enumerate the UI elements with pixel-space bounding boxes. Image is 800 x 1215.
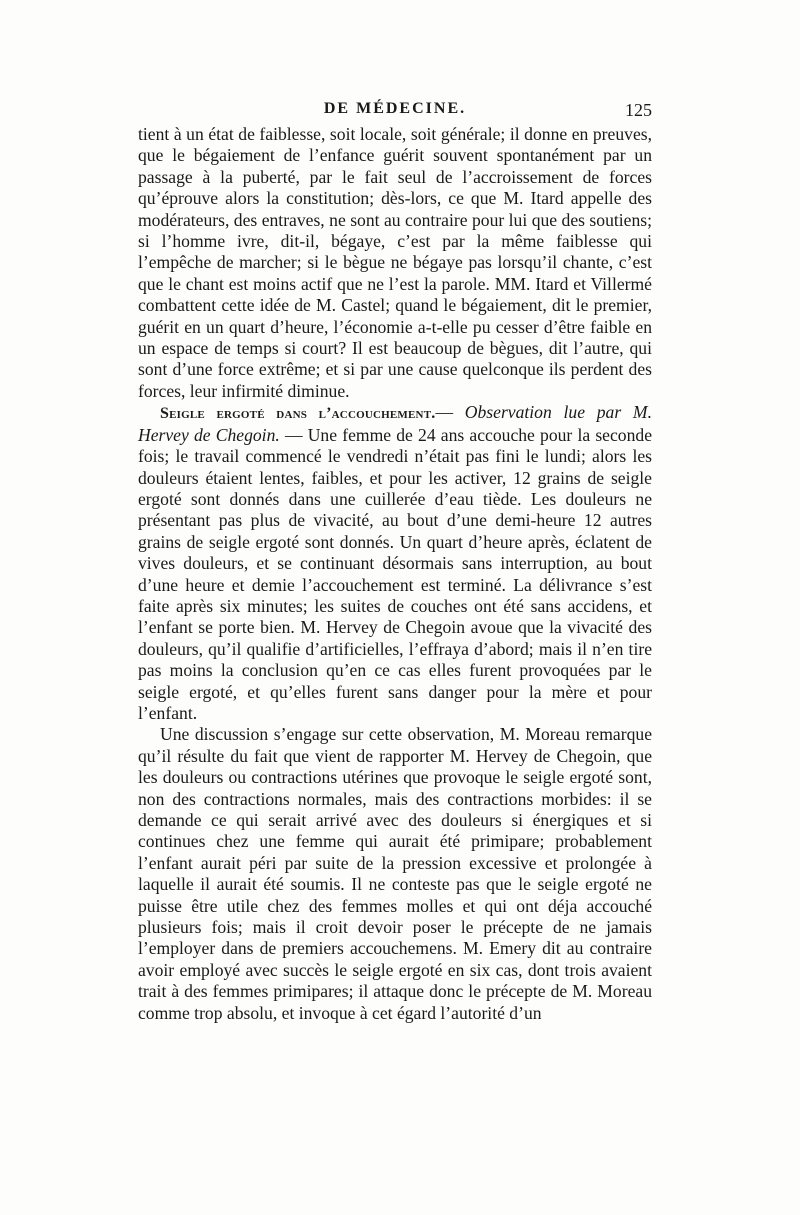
paragraph-discussion: Une discussion s’engage sur cette observation, M. Moreau remarque qu’il résulte du fait que vient de rapporter M. Hervey de Chegoin, que les douleurs ou contractions utérines que provoque le seigle ergoté sont, non des contractions normales, mais des contractions morbides: il se demande ce qui serait arrivé avec des douleurs si énergiques et si continues chez une femme qui aurait été primipare; probablement l’enfant aurait péri par suite de la pression excessive et prolongée à laquelle il aurait été soumis. Il ne conteste pas que le seigle ergoté ne puisse être utile chez des femmes molles et qui ont déja accouché plusieurs fois; mais il croit devoir poser le précepte de ne jamais l’employer dans de premiers accouchemens. M. Emery dit au contraire avoir employé avec succès le seigle ergoté en six cas, dont trois avaient trait à des femmes primipares; il attaque donc le précepte de M. Moreau comme trop absolu, et invoque à cet égard l’autorité d’un xyxy=(138,724,652,1023)
running-title: DE MÉDECINE. xyxy=(323,100,467,117)
observation-title: Observation lue par M. Hervey de Chegoin. xyxy=(138,402,652,445)
observation-body: — Une femme de 24 ans accouche pour la seconde fois; le travail commencé le vendredi n’était pas fini le lundi; alors les douleurs étaient lentes, faibles, et pour les activer, 12 grains de seigle ergoté sont donnés dans une cuillerée d’eau tiède. Les douleurs ne présentant pas plus de vivacité, au bout d’une demi-heure 12 autres grains de seigle ergoté sont donnés. Un quart d’heure après, éclatent de vives douleurs, et se continuant désormais sans interruption, au bout d’une heure et demie l’accouchement est terminé. La délivrance s’est faite après six minutes; les suites de couches ont été sans accidens, et l’enfant se porte bien. M. Hervey de Chegoin avoue que la vivacité des douleurs, qu’il qualifie d’artificielles, l’effraya d’abord; mais il n’en tire pas moins la conclusion qu’en ce cas elles furent provoquées par le seigle ergoté, et qu’elles furent sans danger pour la mère et pour l’enfant. xyxy=(138,424,653,723)
paragraph-seigle-ergote xyxy=(138,402,652,724)
paragraph-continuation: tient à un état de faiblesse, soit locale, soit générale; il donne en preuves, que le bégaiement de l’enfance guérit souvent spontanément par un passage à la puberté, par le fait seul de l’accroissement de forces qu’éprouve alors la constitution; dès-lors, ce que M. Itard appelle des modérateurs, des entraves, ne sont au contraire pour lui que des soutiens; si l’homme ivre, dit-il, bégaye, c’est par la même faiblesse qui l’empêche de marcher; si le bègue ne bégaye pas lorsqu’il chante, c’est que le chant est moins actif que ne l’est la parole. MM. Itard et Villermé combattent cette idée de M. Castel; quand le bégaiement, dit le premier, guérit en un quart d’heure, l’économie a-t-elle pu cesser d’être faible en un espace de temps si court? Il est beaucoup de bègues, dit l’autre, qui sont d’une force extrême; et si par une cause quelconque ils perdent des forces, leur infirmité diminue. xyxy=(138,124,652,401)
page-header xyxy=(138,100,652,124)
page-number: 125 xyxy=(625,100,652,120)
section-heading: Seigle ergoté dans l’accouchement. xyxy=(160,405,436,423)
heading-dash: — xyxy=(435,402,465,423)
body-text xyxy=(138,124,652,1024)
